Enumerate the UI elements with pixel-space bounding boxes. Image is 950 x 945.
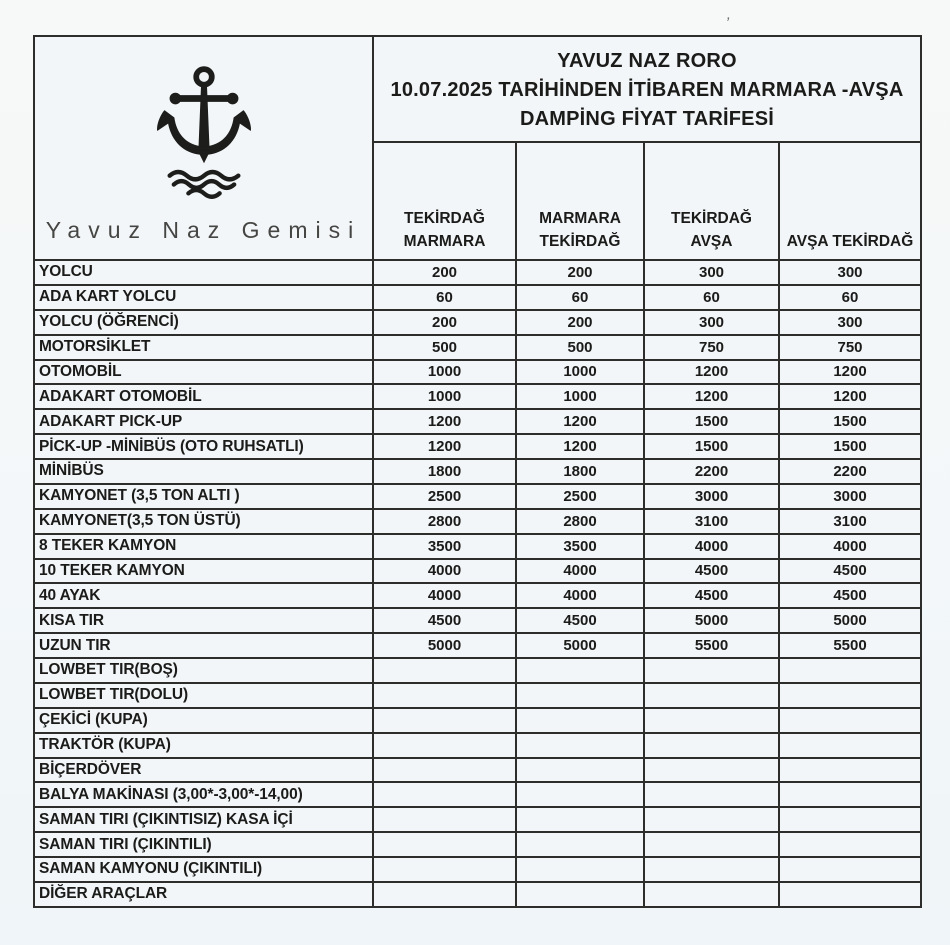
table-row	[34, 260, 921, 285]
price-cell: 2500	[516, 484, 644, 509]
price-cell: 1200	[644, 384, 779, 409]
price-cell: 1000	[516, 360, 644, 385]
row-label: KISA TIR	[34, 608, 373, 633]
row-label: MİNİBÜS	[34, 459, 373, 484]
price-cell: 300	[779, 260, 921, 285]
table-row	[34, 335, 921, 360]
price-cell: 4500	[644, 559, 779, 584]
table-row	[34, 807, 921, 832]
price-cell	[644, 683, 779, 708]
row-label: BİÇERDÖVER	[34, 758, 373, 783]
price-cell	[779, 758, 921, 783]
price-cell: 5000	[373, 633, 516, 658]
row-label: 10 TEKER KAMYON	[34, 559, 373, 584]
row-label: SAMAN TIRI (ÇIKINTISIZ) KASA İÇİ	[34, 807, 373, 832]
table-row	[34, 733, 921, 758]
table-row	[34, 434, 921, 459]
price-cell	[779, 782, 921, 807]
row-label: ADAKART PICK-UP	[34, 409, 373, 434]
price-cell: 300	[779, 310, 921, 335]
price-cell: 1200	[373, 409, 516, 434]
price-cell	[644, 733, 779, 758]
price-cell: 3100	[779, 509, 921, 534]
price-cell: 3100	[644, 509, 779, 534]
column-header-line: AVŞA TEKİRDAĞ	[786, 233, 914, 250]
title-line-3: DAMPİNG FİYAT TARİFESİ	[519, 107, 775, 130]
price-cell: 60	[373, 285, 516, 310]
price-cell	[644, 658, 779, 683]
price-cell	[373, 882, 516, 907]
price-cell: 60	[516, 285, 644, 310]
price-cell: 4000	[779, 534, 921, 559]
price-cell: 1000	[373, 384, 516, 409]
price-cell	[779, 708, 921, 733]
table-row	[34, 633, 921, 658]
price-cell	[779, 658, 921, 683]
price-cell	[373, 658, 516, 683]
price-cell	[373, 733, 516, 758]
price-cell: 300	[644, 310, 779, 335]
price-cell: 2200	[644, 459, 779, 484]
price-cell	[516, 658, 644, 683]
price-cell: 1500	[644, 434, 779, 459]
price-cell: 5500	[779, 633, 921, 658]
row-label: OTOMOBİL	[34, 360, 373, 385]
row-label: YOLCU (ÖĞRENCİ)	[34, 310, 373, 335]
table-row	[34, 608, 921, 633]
table-row	[34, 882, 921, 907]
price-cell: 1200	[779, 360, 921, 385]
price-cell: 4500	[373, 608, 516, 633]
price-cell: 4000	[644, 534, 779, 559]
price-cell: 1200	[644, 360, 779, 385]
price-cell: 3500	[373, 534, 516, 559]
price-cell: 1500	[779, 409, 921, 434]
price-cell	[373, 683, 516, 708]
price-cell	[779, 683, 921, 708]
price-cell: 2200	[779, 459, 921, 484]
price-cell: 500	[373, 335, 516, 360]
price-cell	[373, 708, 516, 733]
document-title	[373, 36, 921, 142]
price-tariff-table	[33, 35, 922, 908]
price-cell	[644, 708, 779, 733]
row-label: MOTORSİKLET	[34, 335, 373, 360]
price-cell	[516, 733, 644, 758]
price-cell: 1500	[644, 409, 779, 434]
table-row	[34, 459, 921, 484]
table-row	[34, 534, 921, 559]
row-label: BALYA MAKİNASI (3,00*-3,00*-14,00)	[34, 782, 373, 807]
price-cell: 60	[644, 285, 779, 310]
price-cell	[644, 857, 779, 882]
price-cell: 750	[644, 335, 779, 360]
table-row	[34, 583, 921, 608]
row-label: SAMAN TIRI (ÇIKINTILI)	[34, 832, 373, 857]
price-cell: 1800	[373, 459, 516, 484]
company-name: Yavuz Naz Gemisi	[45, 217, 362, 243]
column-header-tekirdag-marmara	[373, 142, 516, 260]
column-header-line: TEKİRDAĞ	[404, 210, 485, 227]
table-row	[34, 683, 921, 708]
price-cell: 5000	[644, 608, 779, 633]
price-cell: 4500	[644, 583, 779, 608]
price-cell: 60	[779, 285, 921, 310]
price-cell: 750	[779, 335, 921, 360]
title-row	[34, 36, 921, 142]
price-cell: 1000	[516, 384, 644, 409]
price-cell	[779, 857, 921, 882]
price-cell	[373, 758, 516, 783]
price-cell: 4500	[779, 583, 921, 608]
title-line-2: 10.07.2025 TARİHİNDEN İTİBAREN MARMARA -AVŞA	[390, 78, 904, 101]
price-cell	[644, 807, 779, 832]
row-label: PİCK-UP -MİNİBÜS (OTO RUHSATLI)	[34, 434, 373, 459]
table-row	[34, 857, 921, 882]
price-cell: 200	[373, 260, 516, 285]
price-cell	[644, 832, 779, 857]
table-body	[34, 260, 921, 907]
column-header-line: TEKİRDAĞ	[671, 210, 752, 227]
scan-artifact: ,	[725, 5, 733, 24]
price-cell	[516, 708, 644, 733]
price-cell	[516, 782, 644, 807]
price-cell: 4500	[516, 608, 644, 633]
price-cell	[516, 758, 644, 783]
price-cell: 1500	[779, 434, 921, 459]
row-label: YOLCU	[34, 260, 373, 285]
price-cell: 1200	[516, 434, 644, 459]
title-line-1: YAVUZ NAZ RORO	[557, 49, 737, 72]
row-label: 40 AYAK	[34, 583, 373, 608]
price-cell	[373, 807, 516, 832]
row-label: UZUN TIR	[34, 633, 373, 658]
price-cell: 4500	[779, 559, 921, 584]
table-row	[34, 509, 921, 534]
price-cell: 1200	[779, 384, 921, 409]
price-cell: 1200	[373, 434, 516, 459]
price-cell: 5000	[779, 608, 921, 633]
price-cell: 5500	[644, 633, 779, 658]
price-cell	[373, 832, 516, 857]
price-cell: 2800	[516, 509, 644, 534]
column-header-line: AVŞA	[690, 233, 733, 250]
price-cell: 4000	[516, 559, 644, 584]
table-row	[34, 708, 921, 733]
price-cell: 200	[516, 260, 644, 285]
table-row	[34, 782, 921, 807]
price-cell	[516, 832, 644, 857]
table-row	[34, 832, 921, 857]
price-cell: 300	[644, 260, 779, 285]
price-cell	[373, 857, 516, 882]
row-label: 8 TEKER KAMYON	[34, 534, 373, 559]
price-cell: 200	[373, 310, 516, 335]
price-cell	[516, 882, 644, 907]
price-cell: 3000	[779, 484, 921, 509]
row-label: DİĞER ARAÇLAR	[34, 882, 373, 907]
table-row	[34, 409, 921, 434]
price-cell	[516, 807, 644, 832]
logo-cell	[34, 36, 373, 260]
table-row	[34, 559, 921, 584]
price-cell: 4000	[516, 583, 644, 608]
price-cell: 5000	[516, 633, 644, 658]
table-row	[34, 384, 921, 409]
row-label: KAMYONET(3,5 TON ÜSTÜ)	[34, 509, 373, 534]
price-cell	[779, 832, 921, 857]
table-row	[34, 758, 921, 783]
price-cell	[516, 857, 644, 882]
anchor-icon	[36, 63, 371, 201]
column-header-avsa-tekirdag	[779, 142, 921, 260]
price-cell: 200	[516, 310, 644, 335]
price-cell	[644, 882, 779, 907]
table-row	[34, 310, 921, 335]
price-cell: 1200	[516, 409, 644, 434]
price-cell: 2500	[373, 484, 516, 509]
price-cell: 3000	[644, 484, 779, 509]
row-label: ADAKART OTOMOBİL	[34, 384, 373, 409]
price-cell: 4000	[373, 559, 516, 584]
price-cell	[779, 733, 921, 758]
price-cell: 4000	[373, 583, 516, 608]
price-cell: 1000	[373, 360, 516, 385]
column-header-line: TEKİRDAĞ	[539, 233, 621, 250]
row-label: LOWBET TIR(BOŞ)	[34, 658, 373, 683]
column-header-line: MARMARA	[403, 233, 486, 250]
price-cell	[373, 782, 516, 807]
row-label: TRAKTÖR (KUPA)	[34, 733, 373, 758]
price-cell	[644, 782, 779, 807]
table-row	[34, 484, 921, 509]
price-cell	[779, 882, 921, 907]
price-cell	[516, 683, 644, 708]
column-header-marmara-tekirdag	[516, 142, 644, 260]
column-header-line: MARMARA	[539, 210, 621, 227]
price-cell: 3500	[516, 534, 644, 559]
price-cell: 2800	[373, 509, 516, 534]
row-label: KAMYONET (3,5 TON ALTI )	[34, 484, 373, 509]
price-cell: 1800	[516, 459, 644, 484]
row-label: ÇEKİCİ (KUPA)	[34, 708, 373, 733]
row-label: LOWBET TIR(DOLU)	[34, 683, 373, 708]
table-row	[34, 285, 921, 310]
price-cell	[644, 758, 779, 783]
price-cell: 500	[516, 335, 644, 360]
row-label: ADA KART YOLCU	[34, 285, 373, 310]
table-row	[34, 360, 921, 385]
row-label: SAMAN KAMYONU (ÇIKINTILI)	[34, 857, 373, 882]
table-row	[34, 658, 921, 683]
price-cell	[779, 807, 921, 832]
column-header-tekirdag-avsa	[644, 142, 779, 260]
